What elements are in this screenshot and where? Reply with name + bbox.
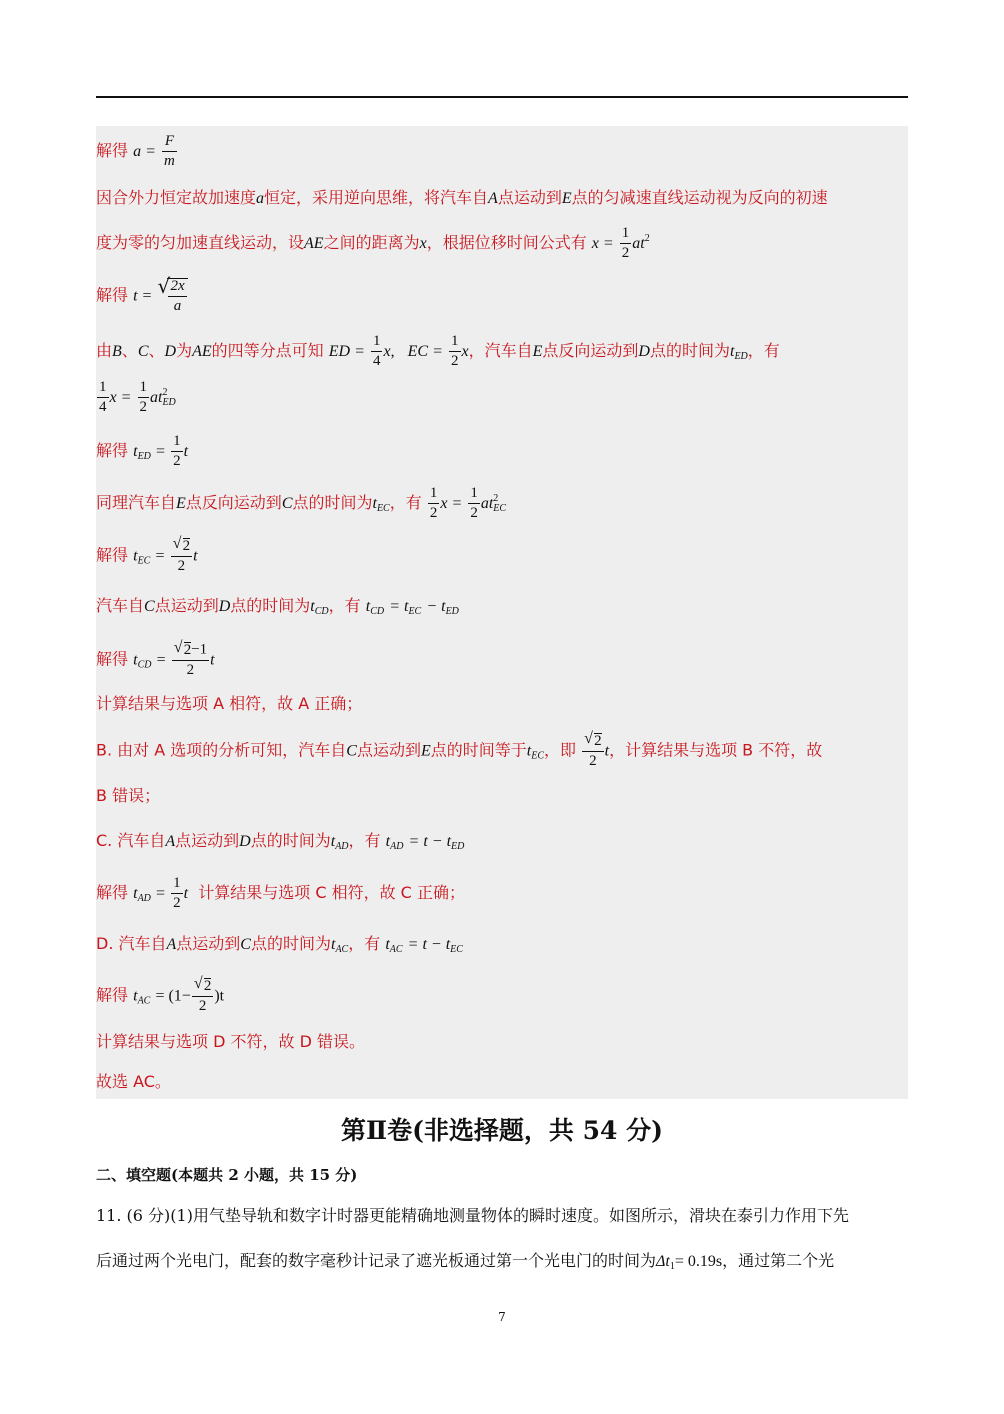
fraction (171, 535, 193, 574)
math: t (133, 547, 138, 565)
solution-line-16 (96, 876, 465, 911)
solution-line-2 (96, 190, 828, 207)
sqrt (172, 535, 191, 554)
math: )t (214, 987, 225, 1005)
solution-line-10 (96, 598, 459, 617)
denominator: 2 (139, 399, 147, 415)
math: a = (133, 143, 156, 160)
denominator: 4 (372, 353, 381, 369)
fraction (620, 226, 632, 261)
math: t (133, 885, 138, 902)
subscript: AC (389, 944, 403, 955)
math: t (385, 936, 390, 953)
superscript: 2 (644, 233, 650, 244)
subscript: AD (137, 893, 151, 904)
math: D (638, 343, 650, 360)
text: 故选 AC。 (96, 1072, 171, 1091)
sqrt (157, 274, 187, 314)
superscript: 2 (162, 386, 168, 398)
fraction (192, 975, 214, 1014)
math: B (112, 343, 122, 360)
math: A (488, 190, 498, 207)
math: x = (109, 389, 132, 406)
denominator: 2 (589, 753, 597, 769)
math: = t (389, 598, 409, 615)
math: C (281, 495, 293, 512)
math: = (1− (155, 987, 191, 1005)
math: E (176, 495, 186, 512)
denominator: 2 (173, 895, 181, 911)
math: EC = (407, 343, 443, 360)
math: D (164, 343, 177, 360)
subscript: EC (376, 503, 390, 514)
fraction (428, 486, 440, 521)
denominator: 2 (173, 453, 181, 469)
numerator: F (162, 134, 177, 152)
solution-line-3 (96, 226, 650, 261)
fraction (171, 876, 183, 911)
math: t (133, 651, 138, 669)
math: x (461, 343, 469, 360)
header-rule (96, 96, 908, 98)
subscript: EC (450, 944, 463, 955)
math: t (372, 495, 377, 512)
text: C. 汽车自 (96, 831, 166, 850)
text: 为 (176, 341, 193, 360)
text: ，通过第二个光 (722, 1251, 835, 1270)
math: C (346, 742, 357, 760)
text: ，有 (747, 341, 780, 360)
numerator: 2 (183, 642, 192, 658)
text: 点反向运动到 (542, 341, 639, 360)
text: 度为零的匀加速直线运动，设 (96, 233, 305, 252)
text: 汽车自 (96, 596, 145, 615)
subscript: AD (335, 841, 349, 852)
math: t (365, 598, 371, 615)
math: x = (591, 235, 614, 252)
text: ，有 (328, 596, 361, 615)
text: 点的时间为 (292, 493, 373, 512)
subscript: ED (162, 396, 176, 408)
math: t (133, 987, 138, 1005)
text: 计算结果与选项 A 相符，故 A 正确； (96, 694, 363, 713)
denominator: 2 (198, 998, 207, 1014)
numerator: 2 (594, 733, 602, 749)
fraction (371, 334, 383, 369)
text: 11. (6 分)(1)用气垫导轨和数字计时器更能精确地测量物体的瞬时速度。如图所示，滑块在泰引力作用下先 (96, 1206, 849, 1225)
text: 解得 (96, 141, 129, 160)
math: C (240, 936, 251, 953)
solution-line-12 (96, 696, 362, 712)
math: x = (440, 495, 463, 512)
math: t (133, 443, 138, 460)
math: D (218, 598, 231, 615)
denominator: 2 (177, 558, 186, 574)
radical-sign: √ (584, 730, 593, 747)
radical-sign: √ (193, 975, 203, 992)
text: 点的时间为 (250, 934, 331, 953)
math: t = (133, 287, 153, 305)
math: − t (426, 598, 446, 615)
text: 解得 (96, 649, 129, 669)
math: t (183, 443, 189, 460)
text: D. 汽车自 (96, 934, 167, 953)
denominator: 2 (470, 505, 478, 521)
subscript: EC (137, 555, 151, 567)
math: t (385, 833, 391, 850)
text: 解得 (96, 985, 129, 1005)
subscript: EC (408, 606, 422, 617)
solution-line-7 (96, 434, 188, 469)
math: = (156, 651, 166, 669)
solution-line-18 (96, 975, 225, 1014)
solution-line-15 (96, 833, 464, 852)
fraction (582, 730, 604, 769)
fraction (168, 279, 186, 314)
text: 点运动到 (175, 831, 240, 850)
sqrt (173, 639, 192, 658)
math: ED = (328, 343, 365, 360)
fraction (172, 639, 209, 678)
fraction (449, 334, 461, 369)
subscript: 1 (669, 1261, 675, 1272)
math: t (730, 343, 735, 360)
math: t (193, 547, 198, 565)
text: 点反向运动到 (185, 493, 282, 512)
text: 计算结果与选项 D 不符，故 D 错误。 (96, 1032, 365, 1051)
math: = (156, 443, 166, 460)
subscript: ED (734, 351, 748, 362)
text: 点运动到 (176, 934, 241, 953)
numerator-rest: −1 (191, 641, 208, 658)
math: E (420, 742, 431, 760)
text: 解得 (96, 285, 129, 305)
math: = (156, 885, 166, 902)
text: ，即 (544, 740, 577, 760)
subscript: ED (137, 451, 151, 462)
radical-sign: √ (173, 639, 183, 656)
math: at (632, 235, 645, 252)
math: A (166, 936, 177, 953)
text: 点运动到 (356, 740, 421, 760)
math: x (383, 343, 391, 360)
text: B 错误； (96, 786, 161, 805)
math: C (144, 598, 155, 615)
denominator: 2 (451, 353, 459, 369)
subscript: AC (335, 944, 349, 955)
text: 点的时间为 (649, 341, 730, 360)
text: 点的时间为 (230, 596, 311, 615)
page-number: 7 (498, 1310, 506, 1324)
text: 、 (121, 341, 138, 360)
fraction (171, 434, 183, 469)
solution-line-19 (96, 1034, 365, 1050)
text: ，计算结果与选项 B 不符，故 (609, 740, 823, 760)
subscript: CD (314, 606, 329, 617)
denominator: 2 (429, 505, 438, 521)
math: a (256, 190, 265, 207)
subscript: CD (137, 659, 152, 671)
math: t (183, 885, 189, 902)
numerator: 1 (468, 486, 480, 504)
solution-line-13 (96, 730, 823, 769)
denominator: 2 (186, 662, 195, 678)
text: 恒定，采用逆向思维，将汽车自 (264, 188, 489, 207)
subscript: EC (493, 502, 507, 514)
denominator: 4 (99, 399, 107, 415)
subscript: EC (531, 750, 544, 762)
math: t (604, 742, 610, 760)
math: = t − t (408, 833, 452, 850)
subscript: AC (137, 995, 151, 1007)
math: D (239, 833, 251, 850)
math: = (155, 547, 165, 565)
text: 、 (148, 341, 165, 360)
numerator: 1 (449, 334, 461, 352)
text: 后通过两个光电门，配套的数字毫秒计记录了遮光板通过第一个光电门的时间为 (96, 1251, 657, 1270)
section-heading: 二、填空题(本题共 2 小题，共 15 分) (96, 1166, 358, 1184)
text: B. 由对 A 选项的分析可知，汽车自 (96, 740, 347, 760)
math: x (419, 235, 427, 252)
solution-line-1 (96, 134, 178, 169)
math: t (310, 598, 315, 615)
question-11-line-2 (96, 1248, 834, 1272)
fraction (97, 380, 109, 415)
math: C (137, 343, 149, 360)
solution-line-14 (96, 788, 160, 804)
superscript: 2 (493, 492, 499, 504)
radical-sign: √ (157, 274, 171, 298)
text: 解得 (96, 883, 129, 902)
math: A (165, 833, 176, 850)
denominator: a (173, 298, 182, 314)
math: t (526, 742, 532, 760)
text: ，汽车自 (468, 341, 533, 360)
math: E (561, 190, 572, 207)
text: 解得 (96, 441, 129, 460)
numerator: 1 (138, 380, 150, 398)
denominator: m (164, 153, 175, 169)
solution-line-5: 由B、C、D为AE的四等分点可知 ED = $\frac{1}{4}$ x, EC = $\frac{1}{2}$ x，汽车自E点反向运动到D点的时间为$t_{ED}$，有 (96, 333, 780, 369)
numerator: 1 (371, 334, 383, 352)
text: ，根据位移时间公式有 (426, 233, 587, 252)
text: ，有 (348, 831, 381, 850)
math: t (330, 833, 336, 850)
text: 解得 (96, 545, 129, 565)
solution-line-11 (96, 639, 215, 678)
math: at (150, 389, 163, 406)
part-title: 第Ⅱ卷(非选择题，共 54 分) (341, 1116, 663, 1145)
text: 点的时间等于 (430, 740, 527, 760)
numerator: 2 (203, 978, 212, 994)
subscript: ED (451, 841, 465, 852)
math: = t − t (407, 936, 451, 953)
math: t (330, 936, 336, 953)
numerator: 2x (168, 279, 186, 297)
question-11-line-1 (96, 1203, 849, 1226)
solution-line-9 (96, 535, 198, 574)
numerator: 1 (97, 380, 109, 398)
solution-line-20 (96, 1074, 171, 1090)
text: ，有 (348, 934, 381, 953)
text: 同理汽车自 (96, 493, 177, 512)
sqrt (193, 975, 212, 994)
subscript: CD (370, 606, 385, 617)
numerator: 2 (182, 538, 191, 554)
radical-sign: √ (172, 535, 182, 552)
text: ，有 (389, 493, 422, 512)
numerator: 1 (620, 226, 632, 244)
text: 点运动到 (497, 188, 562, 207)
solution-line-17 (96, 936, 463, 955)
solution-line-8 (96, 486, 506, 521)
fraction (468, 486, 480, 521)
subscript: ED (445, 606, 459, 617)
numerator: 1 (171, 876, 183, 894)
text: 计算结果与选项 C 相符，故 C 正确； (198, 883, 465, 902)
math: at (480, 495, 494, 512)
math: E (532, 343, 543, 360)
numerator: 1 (171, 434, 183, 452)
solution-line-6 (96, 380, 176, 415)
numerator: 1 (428, 486, 440, 504)
math: AE (304, 235, 324, 252)
text: 点的匀减速直线运动视为反向的初速 (571, 188, 828, 207)
text: 因合外力恒定故加速度 (96, 188, 257, 207)
sqrt (584, 730, 602, 749)
math: t (210, 651, 215, 669)
text: 的四等分点可知 (211, 341, 324, 360)
math: = 0.19s (674, 1253, 723, 1270)
solution-line-4 (96, 274, 188, 314)
math: AE (192, 343, 212, 360)
fraction (162, 134, 177, 169)
math: Δt (656, 1253, 670, 1270)
fraction (138, 380, 150, 415)
text: 由 (96, 341, 113, 360)
denominator: 2 (621, 245, 630, 261)
text: 之间的距离为 (323, 233, 420, 252)
subscript: AD (390, 841, 404, 852)
text: 点的时间为 (250, 831, 331, 850)
text: 点运动到 (154, 596, 219, 615)
